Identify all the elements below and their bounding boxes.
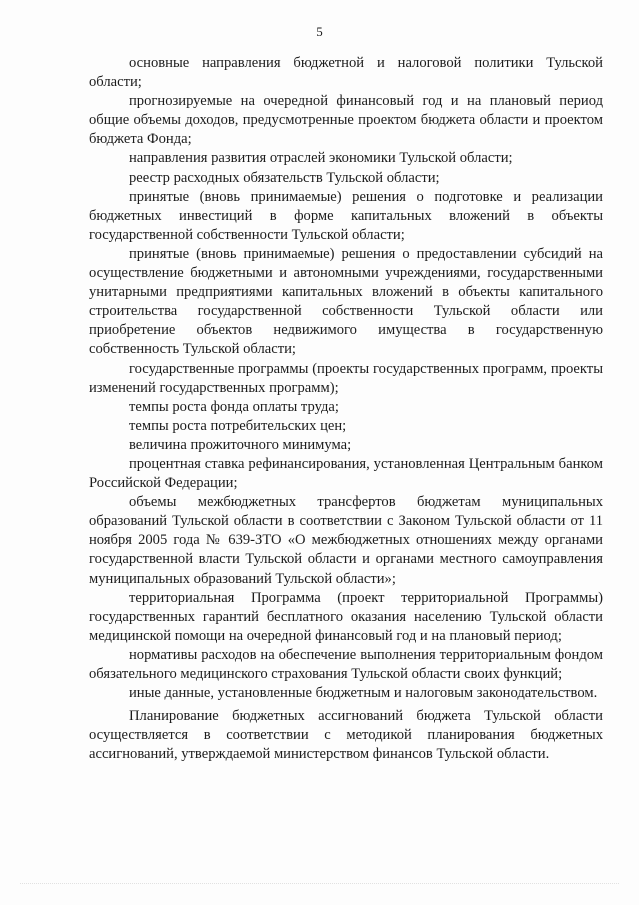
paragraph-subsistence-minimum: величина прожиточного минимума;	[129, 436, 352, 453]
paragraph-allocation-planning: Планирование бюджетных ассигнований бюджета Тульской области осуществляется в соответствии с методикой планирования бюджетных ассигнований, утверждаемой министерством финансов Тульской области.	[89, 708, 603, 763]
paragraph-wage-fund-growth: темпы роста фонда оплаты труда;	[129, 398, 339, 415]
paragraph-budget-policy: основные направления бюджетной и налоговой политики Тульской области;	[89, 55, 603, 91]
paragraph-other-data: иные данные, установленные бюджетным и налоговым законодательством.	[129, 685, 598, 702]
paragraph-subsidy-decisions: принятые (вновь принимаемые) решения о предоставлении субсидий на осуществление бюджетными и автономными учреждениями, государственными унитарными предприятиями капитальных вложений в объекты капитального строительства государственной собственности Тульской области или приобретение объектов недвижимого имущества в государственную собственность Тульской области;	[89, 245, 603, 358]
paragraph-territorial-program: территориальная Программа (проект территориальной Программы) государственных гарантий бесплатного оказания населению Тульской области медицинской помощи на очередной финансовый год и на плановый период;	[89, 589, 603, 644]
paragraph-consumer-prices: темпы роста потребительских цен;	[129, 417, 347, 434]
paragraph-expense-norms: нормативы расходов на обеспечение выполнения территориальным фондом обязательного медицинского страхования Тульской области своих функций;	[89, 646, 603, 682]
paragraph-refinancing-rate: процентная ставка рефинансирования, установленная Центральным банком Российской Федерации;	[89, 455, 603, 492]
paragraph-investment-decisions: принятые (вновь принимаемые) решения о подготовке и реализации бюджетных инвестиций в форме капитальных вложений в объекты государственной собственности Тульской области;	[89, 188, 603, 243]
document-body	[89, 54, 603, 764]
paragraph-interbudget-transfers: объемы межбюджетных трансфертов бюджетам муниципальных образований Тульской области в соответствии с Законом Тульской области от 11 ноября 2005 года № 639-ЗТО «О межбюджетных отношениях между органами государственной власти Тульской области и органами местного самоуправления муниципальных образований Тульской области»;	[89, 494, 603, 587]
paragraph-economy-directions: направления развития отраслей экономики Тульской области;	[129, 150, 513, 167]
page-number: 5	[316, 24, 323, 39]
paragraph-state-programs: государственные программы (проекты государственных программ, проекты изменений государственных программ);	[89, 360, 603, 396]
paragraph-obligations-register: реестр расходных обязательств Тульской области;	[129, 169, 440, 186]
scan-artifact-line	[20, 883, 619, 890]
paragraph-forecast-revenues: прогнозируемые на очередной финансовый год и на плановый период общие объемы доходов, предусмотренные проектом бюджета области и проектом бюджета Фонда;	[89, 93, 603, 148]
